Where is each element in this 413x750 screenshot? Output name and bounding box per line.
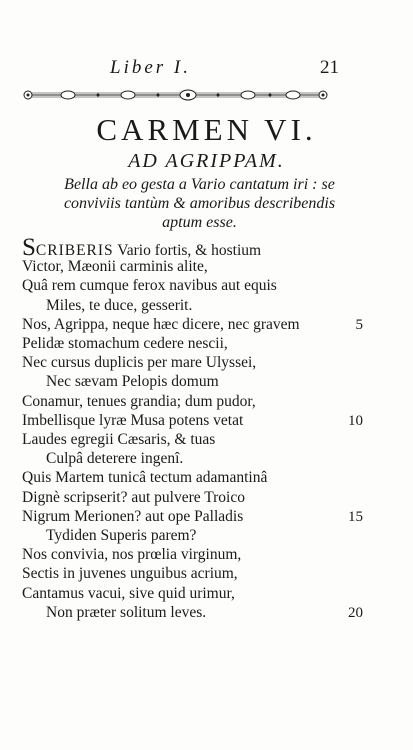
first-word-caps: CRIBERIS xyxy=(35,242,114,259)
poem-line-text: Tydiden Superis parem? xyxy=(46,527,197,544)
poem-line xyxy=(0,234,413,261)
poem-line xyxy=(0,526,413,546)
line-number: 20 xyxy=(348,604,363,621)
page-number: 21 xyxy=(320,57,339,78)
poem-line-text: Pelidæ stomachum cedere nescii, xyxy=(22,335,228,352)
poem-argument xyxy=(32,175,367,232)
poem-line xyxy=(0,488,413,508)
poem-line xyxy=(0,296,413,316)
poem-line xyxy=(0,372,413,392)
poem-line-text: Nos, Agrippa, neque hæc dicere, nec gravem xyxy=(22,315,300,333)
poem-line-text: Nec cursus duplicis per mare Ulyssei, xyxy=(22,354,257,372)
poem-line xyxy=(0,603,413,623)
poem-line-text: Conamur, tenues grandia; dum pudor, xyxy=(22,392,256,410)
running-head xyxy=(110,57,350,79)
poem-line-text: Quâ rem cumque ferox navibus aut equis xyxy=(22,277,277,295)
initial-letter: S xyxy=(22,234,36,261)
poem-line-text: Nigrum Merionen? aut ope Palladis xyxy=(22,507,244,525)
poem-line xyxy=(0,411,413,431)
poem-line xyxy=(0,334,413,354)
poem-line xyxy=(0,449,413,469)
poem-line-text: Dignè scripserit? aut pulvere Troico xyxy=(22,488,245,506)
argument-line: conviviis tantùm & amoribus describendis xyxy=(63,195,336,212)
poem-line xyxy=(0,257,413,277)
poem-title: CARMEN VI. xyxy=(96,112,317,147)
poem-line xyxy=(0,430,413,450)
poem-line xyxy=(0,353,413,373)
poem-line-text: Nos convivia, nos prœlia virginum, xyxy=(22,546,242,564)
poem-line xyxy=(0,545,413,565)
poem-addressee: AD AGRIPPAM. xyxy=(128,150,285,172)
running-title: Liber I. xyxy=(110,57,191,78)
line-number: 10 xyxy=(348,412,363,429)
poem-line-text: Laudes egregii Cæsaris, & tuas xyxy=(22,431,216,448)
poem-line-text: Culpâ deterere ingenî. xyxy=(46,450,184,468)
poem-line-text: Nec sævam Pelopis domum xyxy=(46,373,219,391)
poem-line-text: Cantamus vacui, sive quid urimur, xyxy=(22,584,235,602)
poem-line-text: Miles, te duce, gesserit. xyxy=(46,296,193,314)
poem-line xyxy=(0,276,413,296)
poem-line xyxy=(0,564,413,584)
line-number: 5 xyxy=(355,316,363,333)
poem-line xyxy=(0,392,413,412)
poem-line xyxy=(0,468,413,488)
line-number: 15 xyxy=(348,508,363,525)
poem-line-text: Victor, Mæonii carminis alite, xyxy=(22,258,208,276)
poem-line-text: Imbellisque lyræ Musa potens vetat xyxy=(22,411,244,429)
poem-line xyxy=(0,584,413,604)
poem-line-rest: Vario fortis, & hostium xyxy=(113,242,262,259)
ornamental-rule xyxy=(18,88,333,102)
poem-line-text: Non præter solitum leves. xyxy=(46,603,207,621)
poem-line xyxy=(0,315,413,335)
poem-line-text: Sectis in juvenes unguibus acrium, xyxy=(22,565,238,583)
poem-line-text: Quis Martem tunicâ tectum adamantinâ xyxy=(22,469,268,487)
argument-line: Bella ab eo gesta a Vario cantatum iri : se xyxy=(64,176,335,193)
argument-line: aptum esse. xyxy=(162,214,237,231)
poem-line xyxy=(0,507,413,527)
